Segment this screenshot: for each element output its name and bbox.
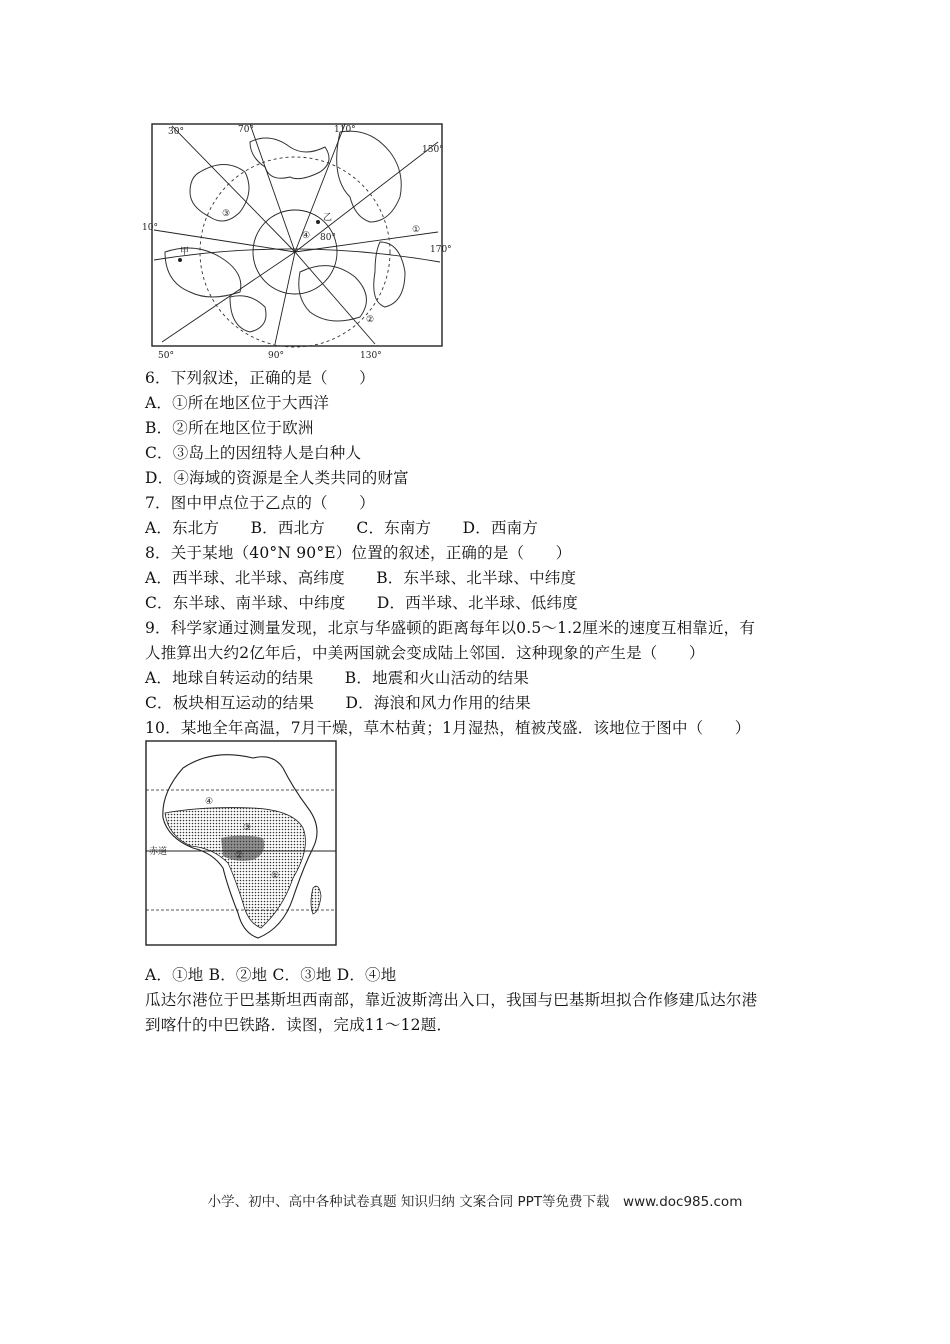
lon-110-label: 110° [334, 125, 356, 135]
q6-option-d: D．④海域的资源是全人类共同的财富 [145, 469, 409, 487]
marker-3-label: ③ [222, 209, 231, 219]
yi-point-label: 乙 [323, 213, 333, 223]
q9-options-cd: C．板块相互运动的结果 D．海浪和风力作用的结果 [145, 694, 531, 712]
q6-option-b: B．②所在地区位于欧洲 [145, 419, 314, 437]
africa-map-figure [143, 738, 341, 948]
q8-options-ab: A．西半球、北半球、高纬度 B．东半球、北半球、中纬度 [145, 569, 577, 587]
lon-70-label: 70° [238, 125, 254, 135]
yi-point [316, 220, 320, 224]
polar-map-svg [140, 112, 460, 362]
q7-options: A．东北方 B．西北方 C．东南方 D．西南方 [145, 519, 539, 537]
lon-90-label: 90° [268, 351, 284, 361]
jia-point [178, 258, 182, 262]
polar-map-figure [140, 112, 460, 362]
after-map-block [145, 963, 825, 1038]
q9-stem-line1: 9．科学家通过测量发现，北京与华盛顿的距离每年以0.5～1.2厘米的速度互相靠近，有 [145, 619, 756, 637]
marker-4-label: ④ [302, 231, 311, 241]
jia-point-label: 甲 [180, 247, 190, 257]
lon-30-label: 30° [168, 127, 184, 137]
q8-options-cd: C．东半球、南半球、中纬度 D．西半球、北半球、低纬度 [145, 594, 578, 612]
q6-stem: 6．下列叙述，正确的是（ ） [145, 369, 375, 387]
q10-stem: 10．某地全年高温，7月干燥，草木枯黄；1月湿热，植被茂盛．该地位于图中（ ） [145, 719, 751, 737]
africa-marker-2: ② [235, 851, 244, 861]
lon-130-label: 130° [360, 351, 382, 361]
q8-stem: 8．关于某地（40°N 90°E）位置的叙述，正确的是（ ） [145, 544, 572, 562]
intro-line-1: 瓜达尔港位于巴基斯坦西南部，靠近波斯湾出入口，我国与巴基斯坦拟合作修建瓜达尔港 [145, 991, 758, 1009]
q9-stem-line2: 人推算出大约2亿年后，中美两国就会变成陆上邻国．这种现象的产生是（ ） [145, 644, 705, 662]
page-footer: 小学、初中、高中各种试卷真题 知识归纳 文案合同 PPT等免费下载 www.doc985.com [207, 1194, 743, 1210]
q7-stem: 7．图中甲点位于乙点的（ ） [145, 494, 375, 512]
marker-1-label: ① [412, 225, 421, 235]
q6-option-a: A．①所在地区位于大西洋 [145, 394, 330, 412]
intro-line-2: 到喀什的中巴铁路．读图，完成11～12题． [145, 1016, 453, 1034]
lon-10-label: 10° [142, 223, 158, 233]
lat-80-label: 80° [320, 233, 336, 243]
q10-options: A．①地 B．②地 C．③地 D．④地 [145, 966, 397, 984]
equator-label: 赤道 [149, 847, 168, 857]
marker-2-label: ② [366, 315, 375, 325]
africa-marker-1: ① [271, 871, 280, 881]
q6-option-c: C．③岛上的因纽特人是白种人 [145, 444, 362, 462]
q9-options-ab: A．地球自转运动的结果 B．地震和火山活动的结果 [145, 669, 530, 687]
africa-marker-3: ③ [243, 823, 252, 833]
lon-50-label: 50° [158, 351, 174, 361]
question-block [145, 366, 815, 741]
africa-marker-4: ④ [205, 797, 214, 807]
lon-170-label: 170° [430, 245, 452, 255]
lon-150-label: 150° [422, 145, 444, 155]
africa-map-svg [143, 738, 341, 948]
